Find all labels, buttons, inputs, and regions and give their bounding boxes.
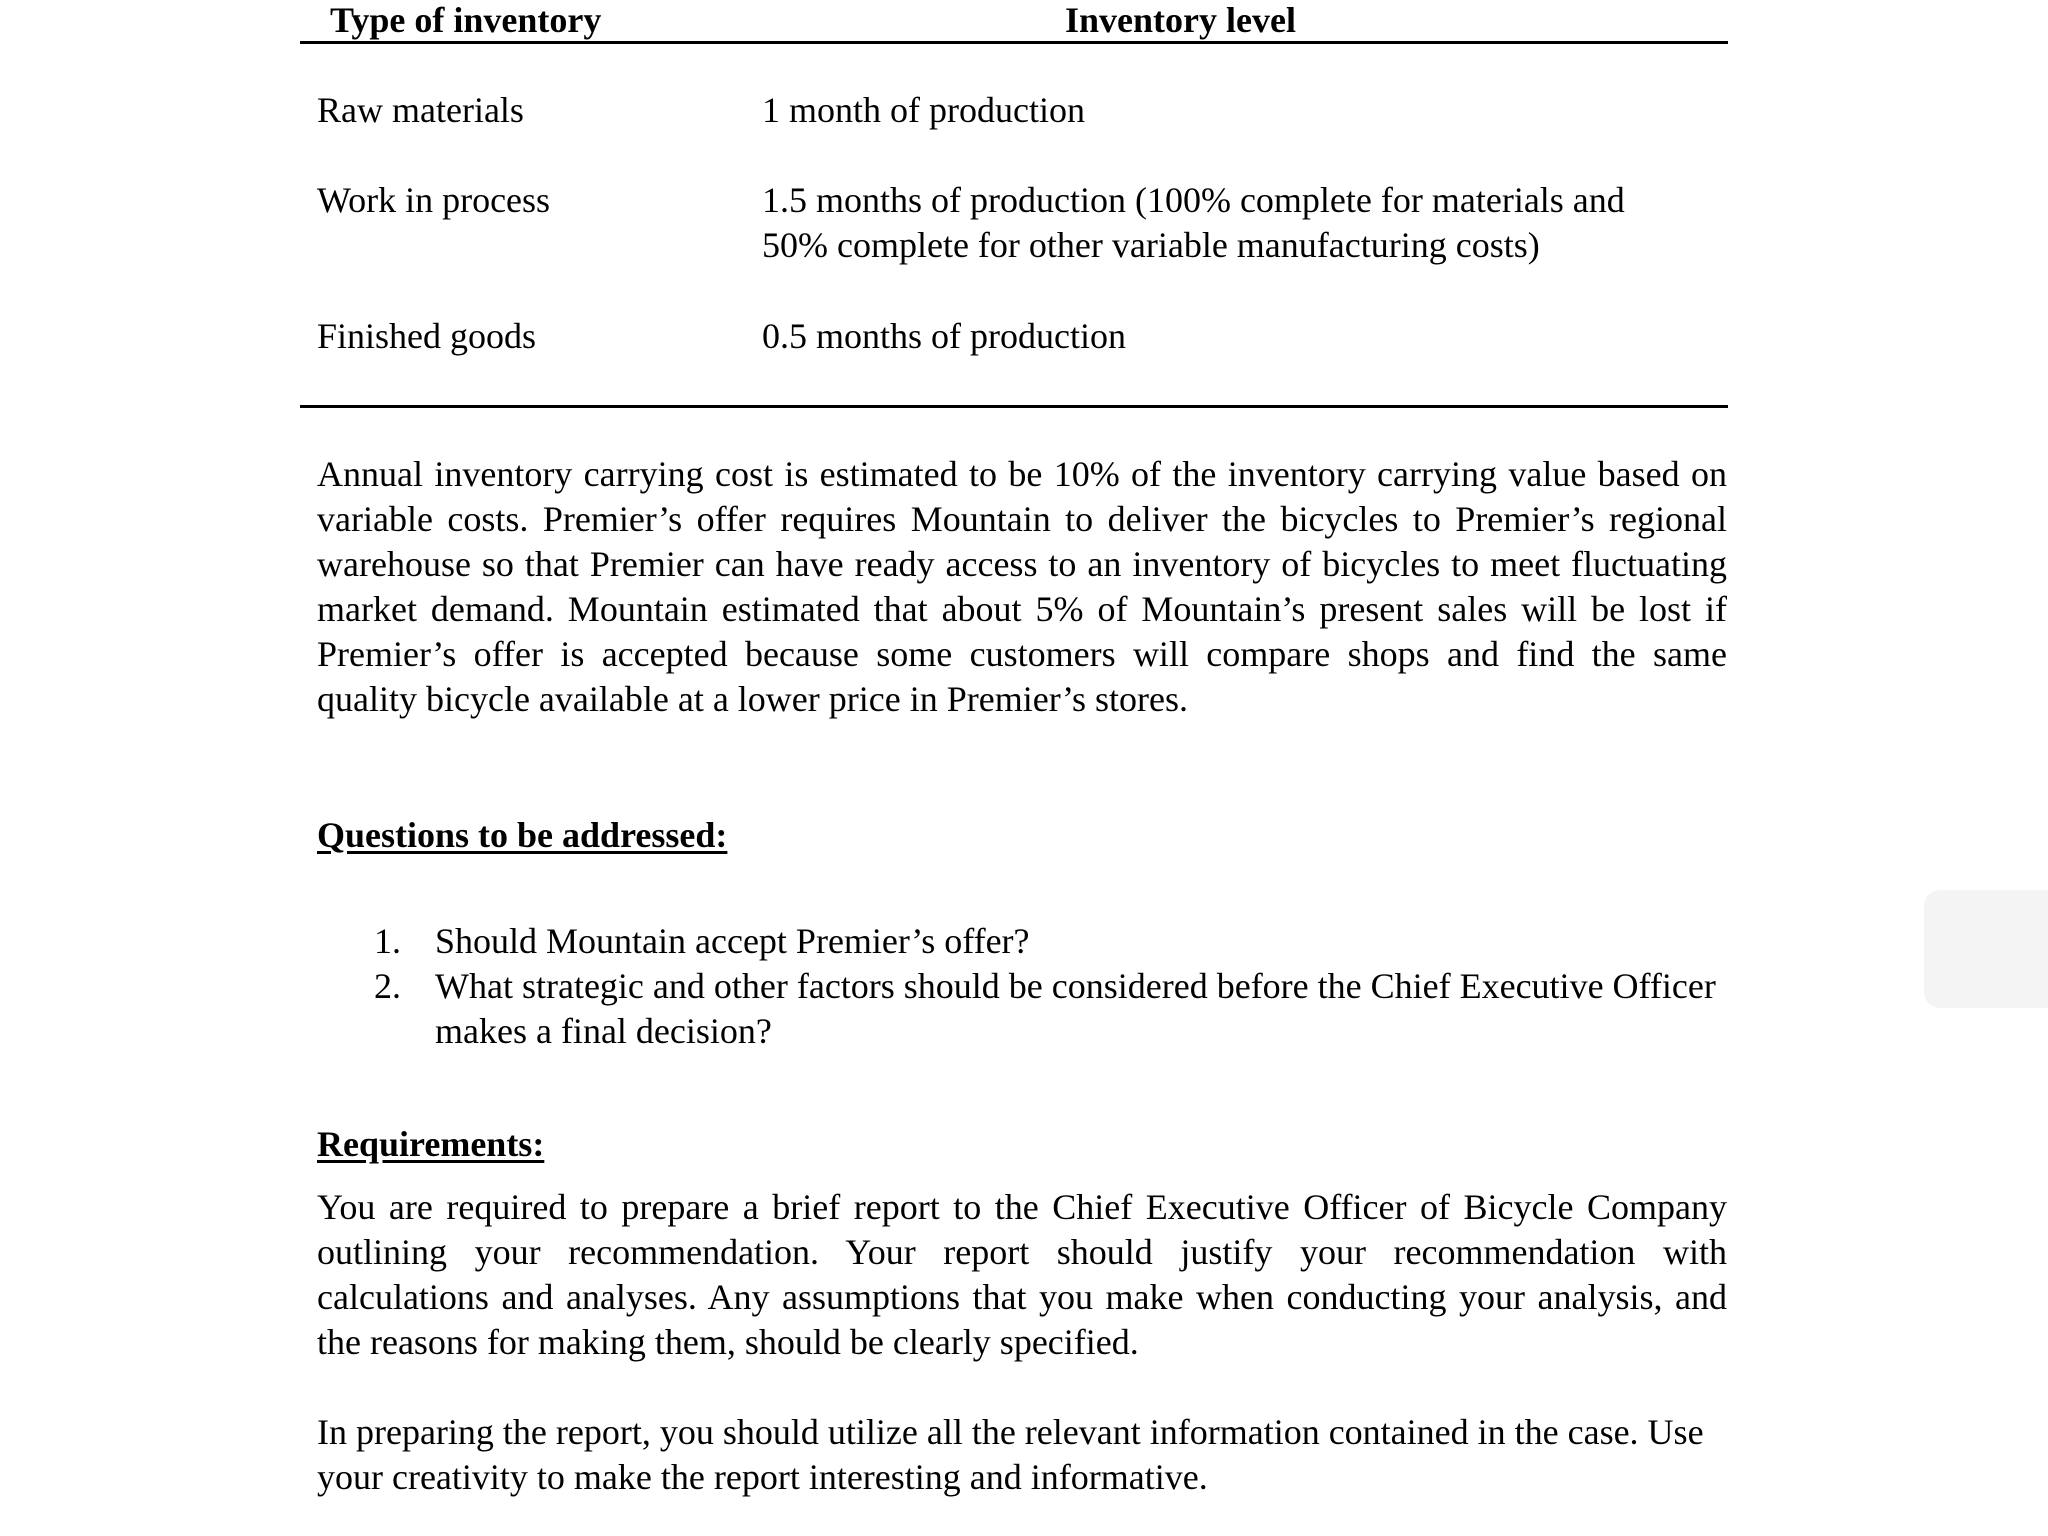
list-item (317, 964, 1728, 1054)
column-header-level: Inventory level (1065, 0, 1296, 40)
row-work-in-process-level-line-2: 50% complete for other variable manufacturing costs) (762, 225, 1540, 265)
list-item-text: What strategic and other factors should be considered before the Chief Executive Officer makes a final decision? (435, 966, 1716, 1051)
requirements-paragraph-1: You are required to prepare a brief report to the Chief Executive Officer of Bicycle Company outlining your recommendation. Your report should justify your recommendation with calculations and analyses. Any assumptions that you make when conducting your analysis, and the reasons for making them, should be clearly specified. (317, 1187, 1727, 1362)
row-finished-goods-level: 0.5 months of production (762, 316, 1126, 356)
requirements-heading: Requirements: (317, 1124, 545, 1164)
list-item (317, 919, 1728, 964)
row-raw-materials-level: 1 month of production (762, 90, 1085, 130)
row-work-in-process-label: Work in process (317, 180, 551, 220)
row-finished-goods-label: Finished goods (317, 316, 537, 356)
list-item-number: 1. (374, 921, 401, 961)
column-header-type: Type of inventory (330, 0, 602, 40)
questions-list (317, 919, 1728, 1054)
questions-heading: Questions to be addressed: (317, 815, 728, 855)
row-work-in-process-level-line-1: 1.5 months of production (100% complete for materials and (762, 180, 1625, 220)
inventory-table-header (300, 0, 1728, 42)
carrying-cost-paragraph: Annual inventory carrying cost is estimated to be 10% of the inventory carrying value based on variable costs. Premier’s offer requires Mountain to deliver the bicycles to Premier’s regional warehouse so that Premier can have ready access to an inventory of bicycles to meet fluctuating market demand. Mountain estimated that about 5% of Mountain’s present sales will be lost if Premier’s offer is accepted because some customers will compare shops and find the same quality bicycle available at a lower price in Premier’s stores. (317, 454, 1727, 719)
row-raw-materials-label: Raw materials (317, 90, 524, 130)
list-item-text: Should Mountain accept Premier’s offer? (435, 921, 1030, 961)
requirements-paragraph-2: In preparing the report, you should utilize all the relevant information contained in the case. Use your creativity to make the report interesting and informative. (317, 1412, 1704, 1497)
side-panel-tab[interactable] (1924, 890, 2048, 1008)
list-item-number: 2. (374, 966, 401, 1006)
table-top-rule (300, 41, 1728, 44)
table-bottom-rule (300, 405, 1728, 408)
